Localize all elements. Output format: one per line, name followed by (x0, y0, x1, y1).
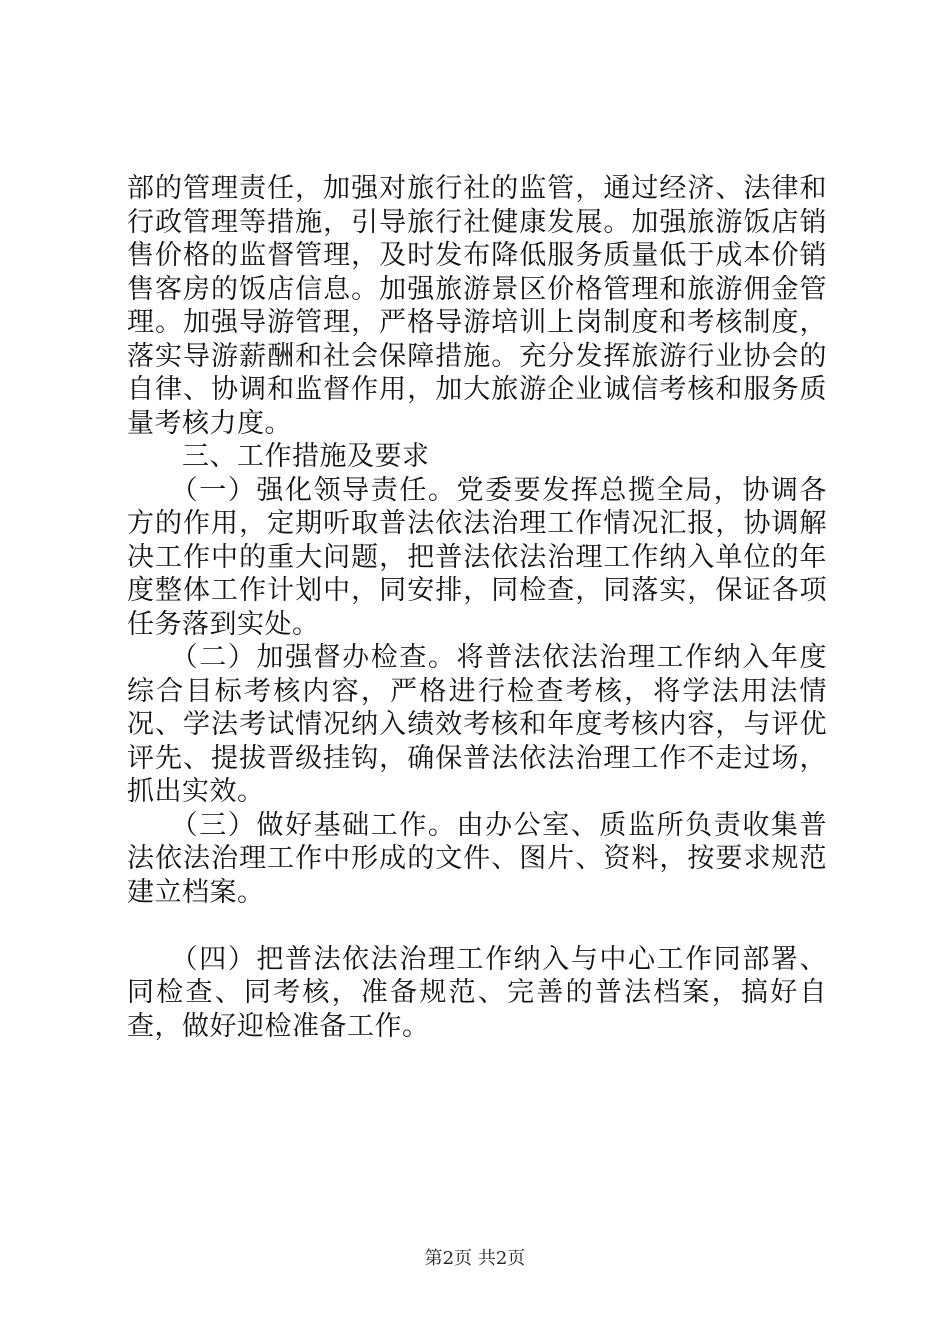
blank-line (127, 909, 827, 943)
paragraph-item-three: （三）做好基础工作。由办公室、质监所负责收集普法依法治理工作中形成的文件、图片、资料，按要求规范建立档案。 (127, 809, 827, 908)
paragraph-item-one: （一）强化领导责任。党委要发挥总揽全局，协调各方的作用，定期听取普法依法治理工作情况汇报，协调解决工作中的重大问题，把普法依法治理工作纳入单位的年度整体工作计划中，同安排，同检查，同落实，保证各项任务落到实处。 (127, 474, 827, 640)
paragraph-item-four: （四）把普法依法治理工作纳入与中心工作同部署、同检查、同考核，准备规范、完善的普法档案，搞好自查，做好迎检准备工作。 (127, 943, 827, 1042)
section-heading-three: 三、工作措施及要求 (127, 441, 430, 472)
paragraph-continued: 部的管理责任，加强对旅行社的监管，通过经济、法律和行政管理等措施，引导旅行社健康发展。加强旅游饭店销售价格的监督管理，及时发布降低服务质量低于成本价销售客房的饭店信息。加强旅游景区价格管理和旅游佣金管理。加强导游管理，严格导游培训上岗制度和考核制度，落实导游薪酬和社会保障措施。充分发挥旅游行业协会的自律、协调和监督作用，加大旅游企业诚信考核和服务质量考核力度。 (127, 173, 827, 439)
document-body (127, 172, 827, 1043)
page-footer: 第2页 共2页 (424, 1248, 526, 1269)
paragraph-item-two: （二）加强督办检查。将普法依法治理工作纳入年度综合目标考核内容，严格进行检查考核，将学法用法情况、学法考试情况纳入绩效考核和年度考核内容，与评优评先、提拔晋级挂钩，确保普法依法治理工作不走过场，抓出实效。 (127, 642, 827, 807)
